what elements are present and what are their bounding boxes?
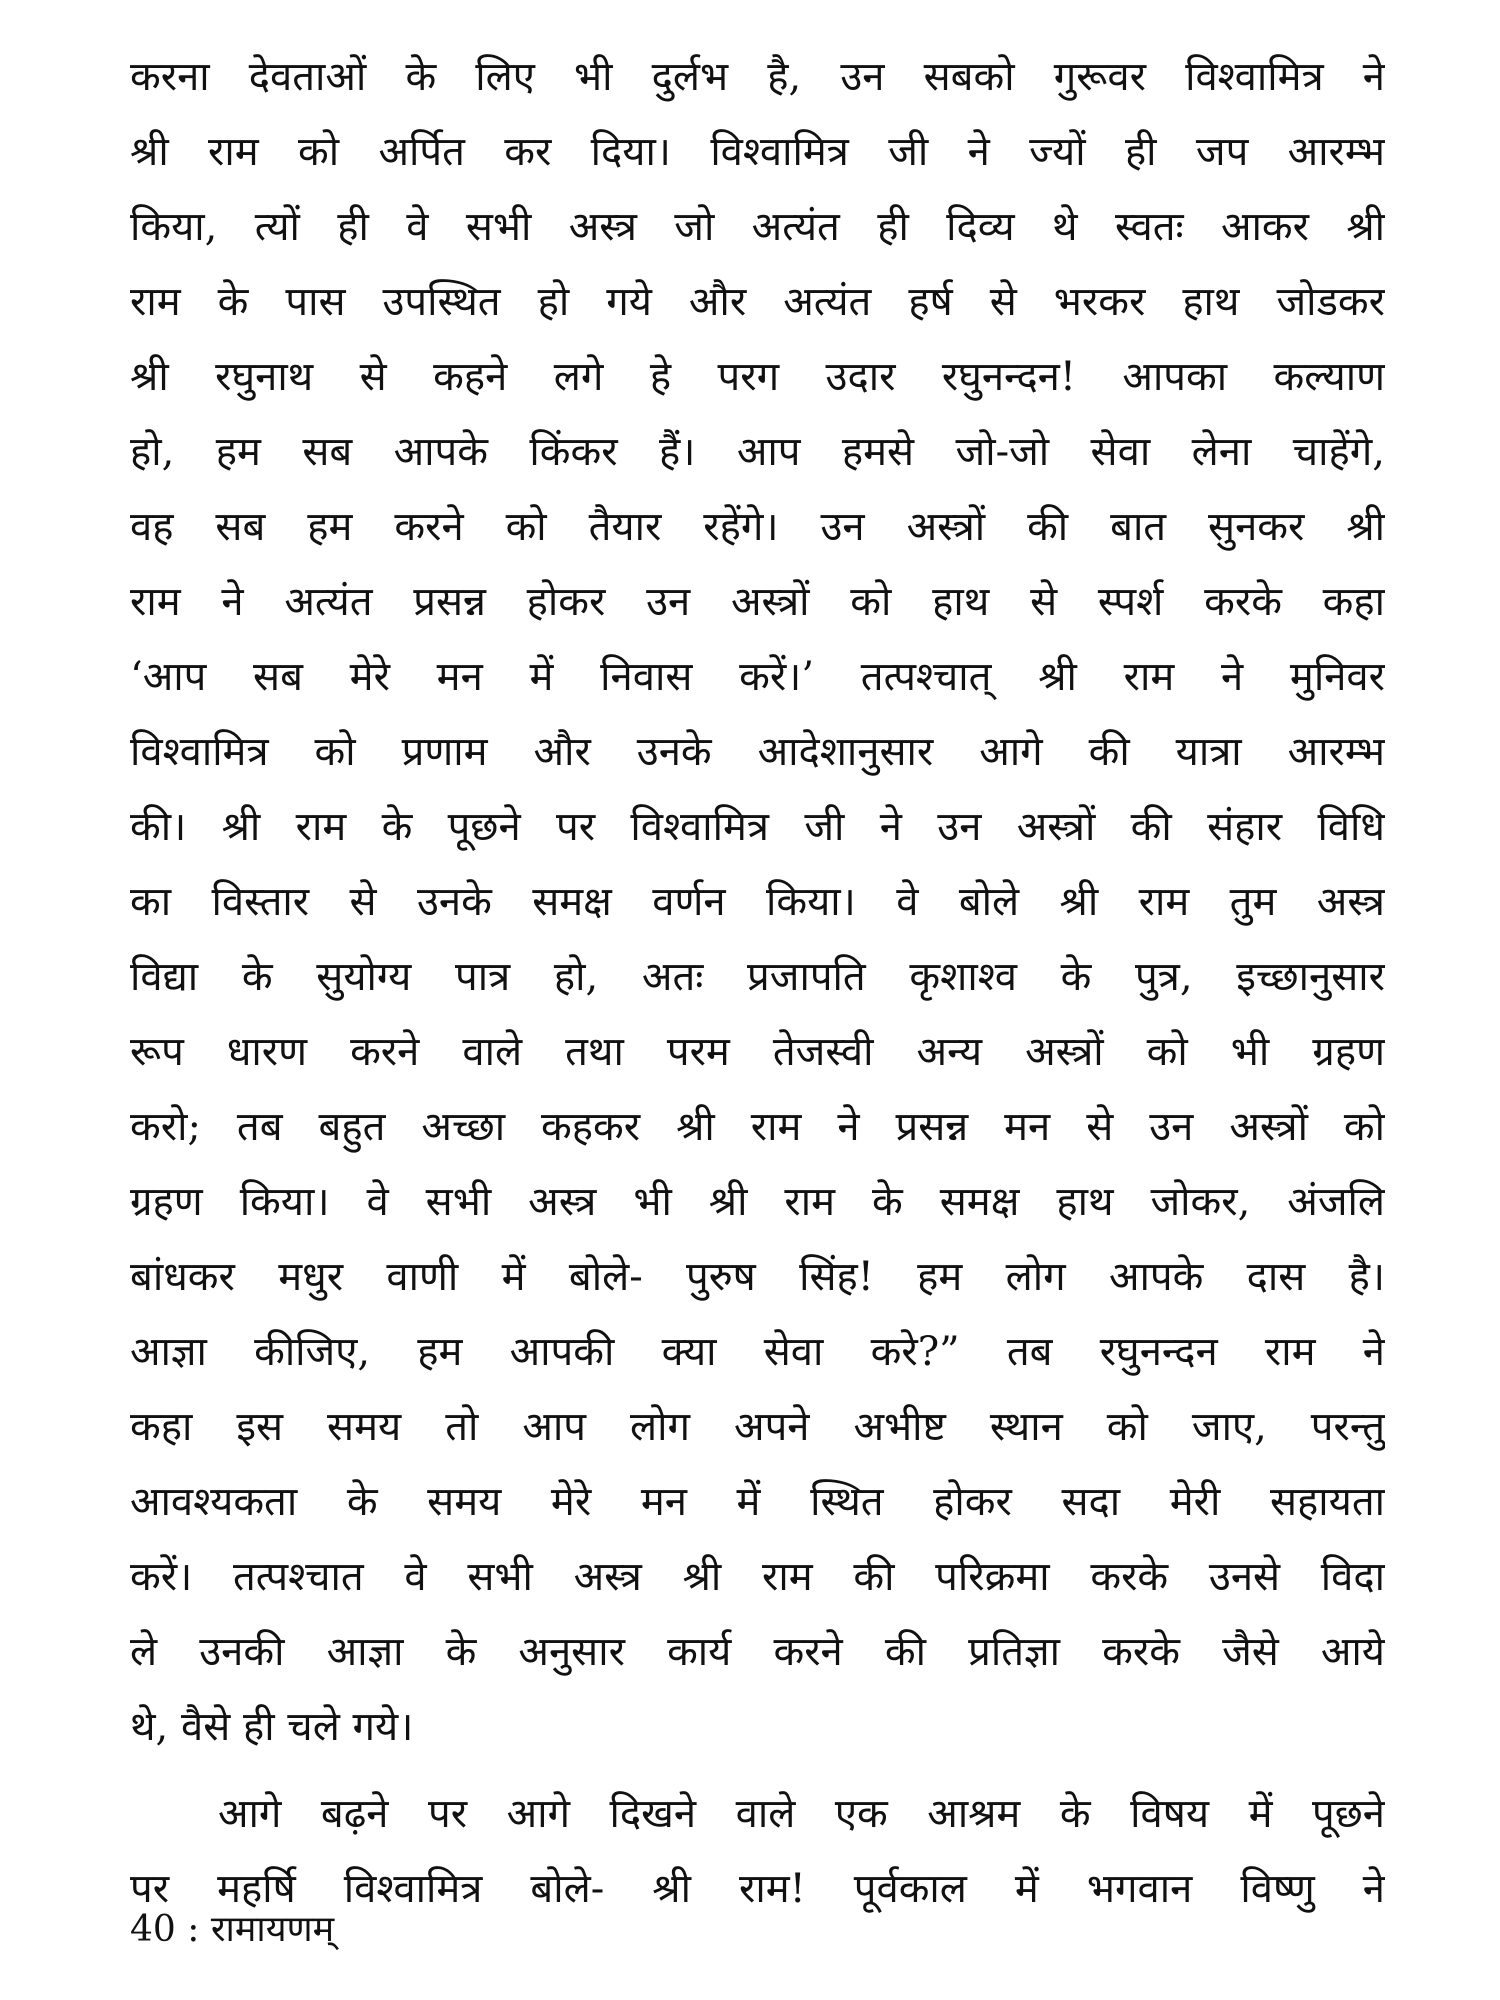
text-line: ले उनकी आज्ञा के अनुसार कार्य करने की प्रतिज्ञा करके जैसे आये [130,1629,1385,1675]
text-line: वह सब हम करने को तैयार रहेंगे। उन अस्त्रों की बात सुनकर श्री [130,504,1385,550]
text-line: कहा इस समय तो आप लोग अपने अभीष्ट स्थान को जाए, परन्तु [130,1404,1385,1450]
text-line: विद्या के सुयोग्य पात्र हो, अतः प्रजापति कृशाश्व के पुत्र, इच्छानुसार [130,954,1385,1000]
text-line: ग्रहण किया। वे सभी अस्त्र भी श्री राम के समक्ष हाथ जोकर, अंजलि [130,1179,1385,1225]
text-line: करें। तत्पश्चात वे सभी अस्त्र श्री राम की परिक्रमा करके उनसे विदा [130,1554,1385,1600]
text-line: राम ने अत्यंत प्रसन्न होकर उन अस्त्रों को हाथ से स्पर्श करके कहा [130,579,1385,625]
text-line: आज्ञा कीजिए, हम आपकी क्या सेवा करे?” तब रघुनन्दन राम ने [130,1329,1385,1375]
text-line: हो, हम सब आपके किंकर हैं। आप हमसे जो-जो सेवा लेना चाहेंगे, [130,429,1385,475]
text-line: विश्वामित्र को प्रणाम और उनके आदेशानुसार आगे की यात्रा आरम्भ [130,729,1385,775]
text-line: की। श्री राम के पूछने पर विश्वामित्र जी ने उन अस्त्रों की संहार विधि [130,804,1385,850]
text-line: पर महर्षि विश्वामित्र बोले- श्री राम! पूर्वकाल में भगवान विष्णु ने [130,1866,1385,1912]
text-line: थे, वैसे ही चले गये। [130,1704,414,1750]
text-line: आवश्यकता के समय मेरे मन में स्थित होकर सदा मेरी सहायता [130,1479,1385,1525]
text-line: आगे बढ़ने पर आगे दिखने वाले एक आश्रम के विषय में पूछने [218,1791,1385,1837]
text-line: राम के पास उपस्थित हो गये और अत्यंत हर्ष से भरकर हाथ जोडकर [130,279,1385,325]
paragraph-1 [130,40,1385,1765]
book-page-text [130,40,1385,1927]
text-line: ‘आप सब मेरे मन में निवास करें।’ तत्पश्चात् श्री राम ने मुनिवर [130,654,1385,700]
page-footer: 40 : रामायणम् [130,1909,335,1950]
text-line: श्री रघुनाथ से कहने लगे हे परग उदार रघुनन्दन! आपका कल्याण [130,354,1385,400]
text-line: किया, त्यों ही वे सभी अस्त्र जो अत्यंत ही दिव्य थे स्वतः आकर श्री [130,204,1385,250]
text-line: रूप धारण करने वाले तथा परम तेजस्वी अन्य अस्त्रों को भी ग्रहण [130,1029,1385,1075]
text-line: श्री राम को अर्पित कर दिया। विश्वामित्र जी ने ज्यों ही जप आरम्भ [130,129,1385,175]
text-line: बांधकर मधुर वाणी में बोले- पुरुष सिंह! हम लोग आपके दास है। [130,1254,1385,1300]
text-line: का विस्तार से उनके समक्ष वर्णन किया। वे बोले श्री राम तुम अस्त्र [130,879,1385,925]
text-line: करो; तब बहुत अच्छा कहकर श्री राम ने प्रसन्न मन से उन अस्त्रों को [130,1104,1385,1150]
text-line: करना देवताओं के लिए भी दुर्लभ है, उन सबको गुरूवर विश्वामित्र ने [130,54,1385,100]
